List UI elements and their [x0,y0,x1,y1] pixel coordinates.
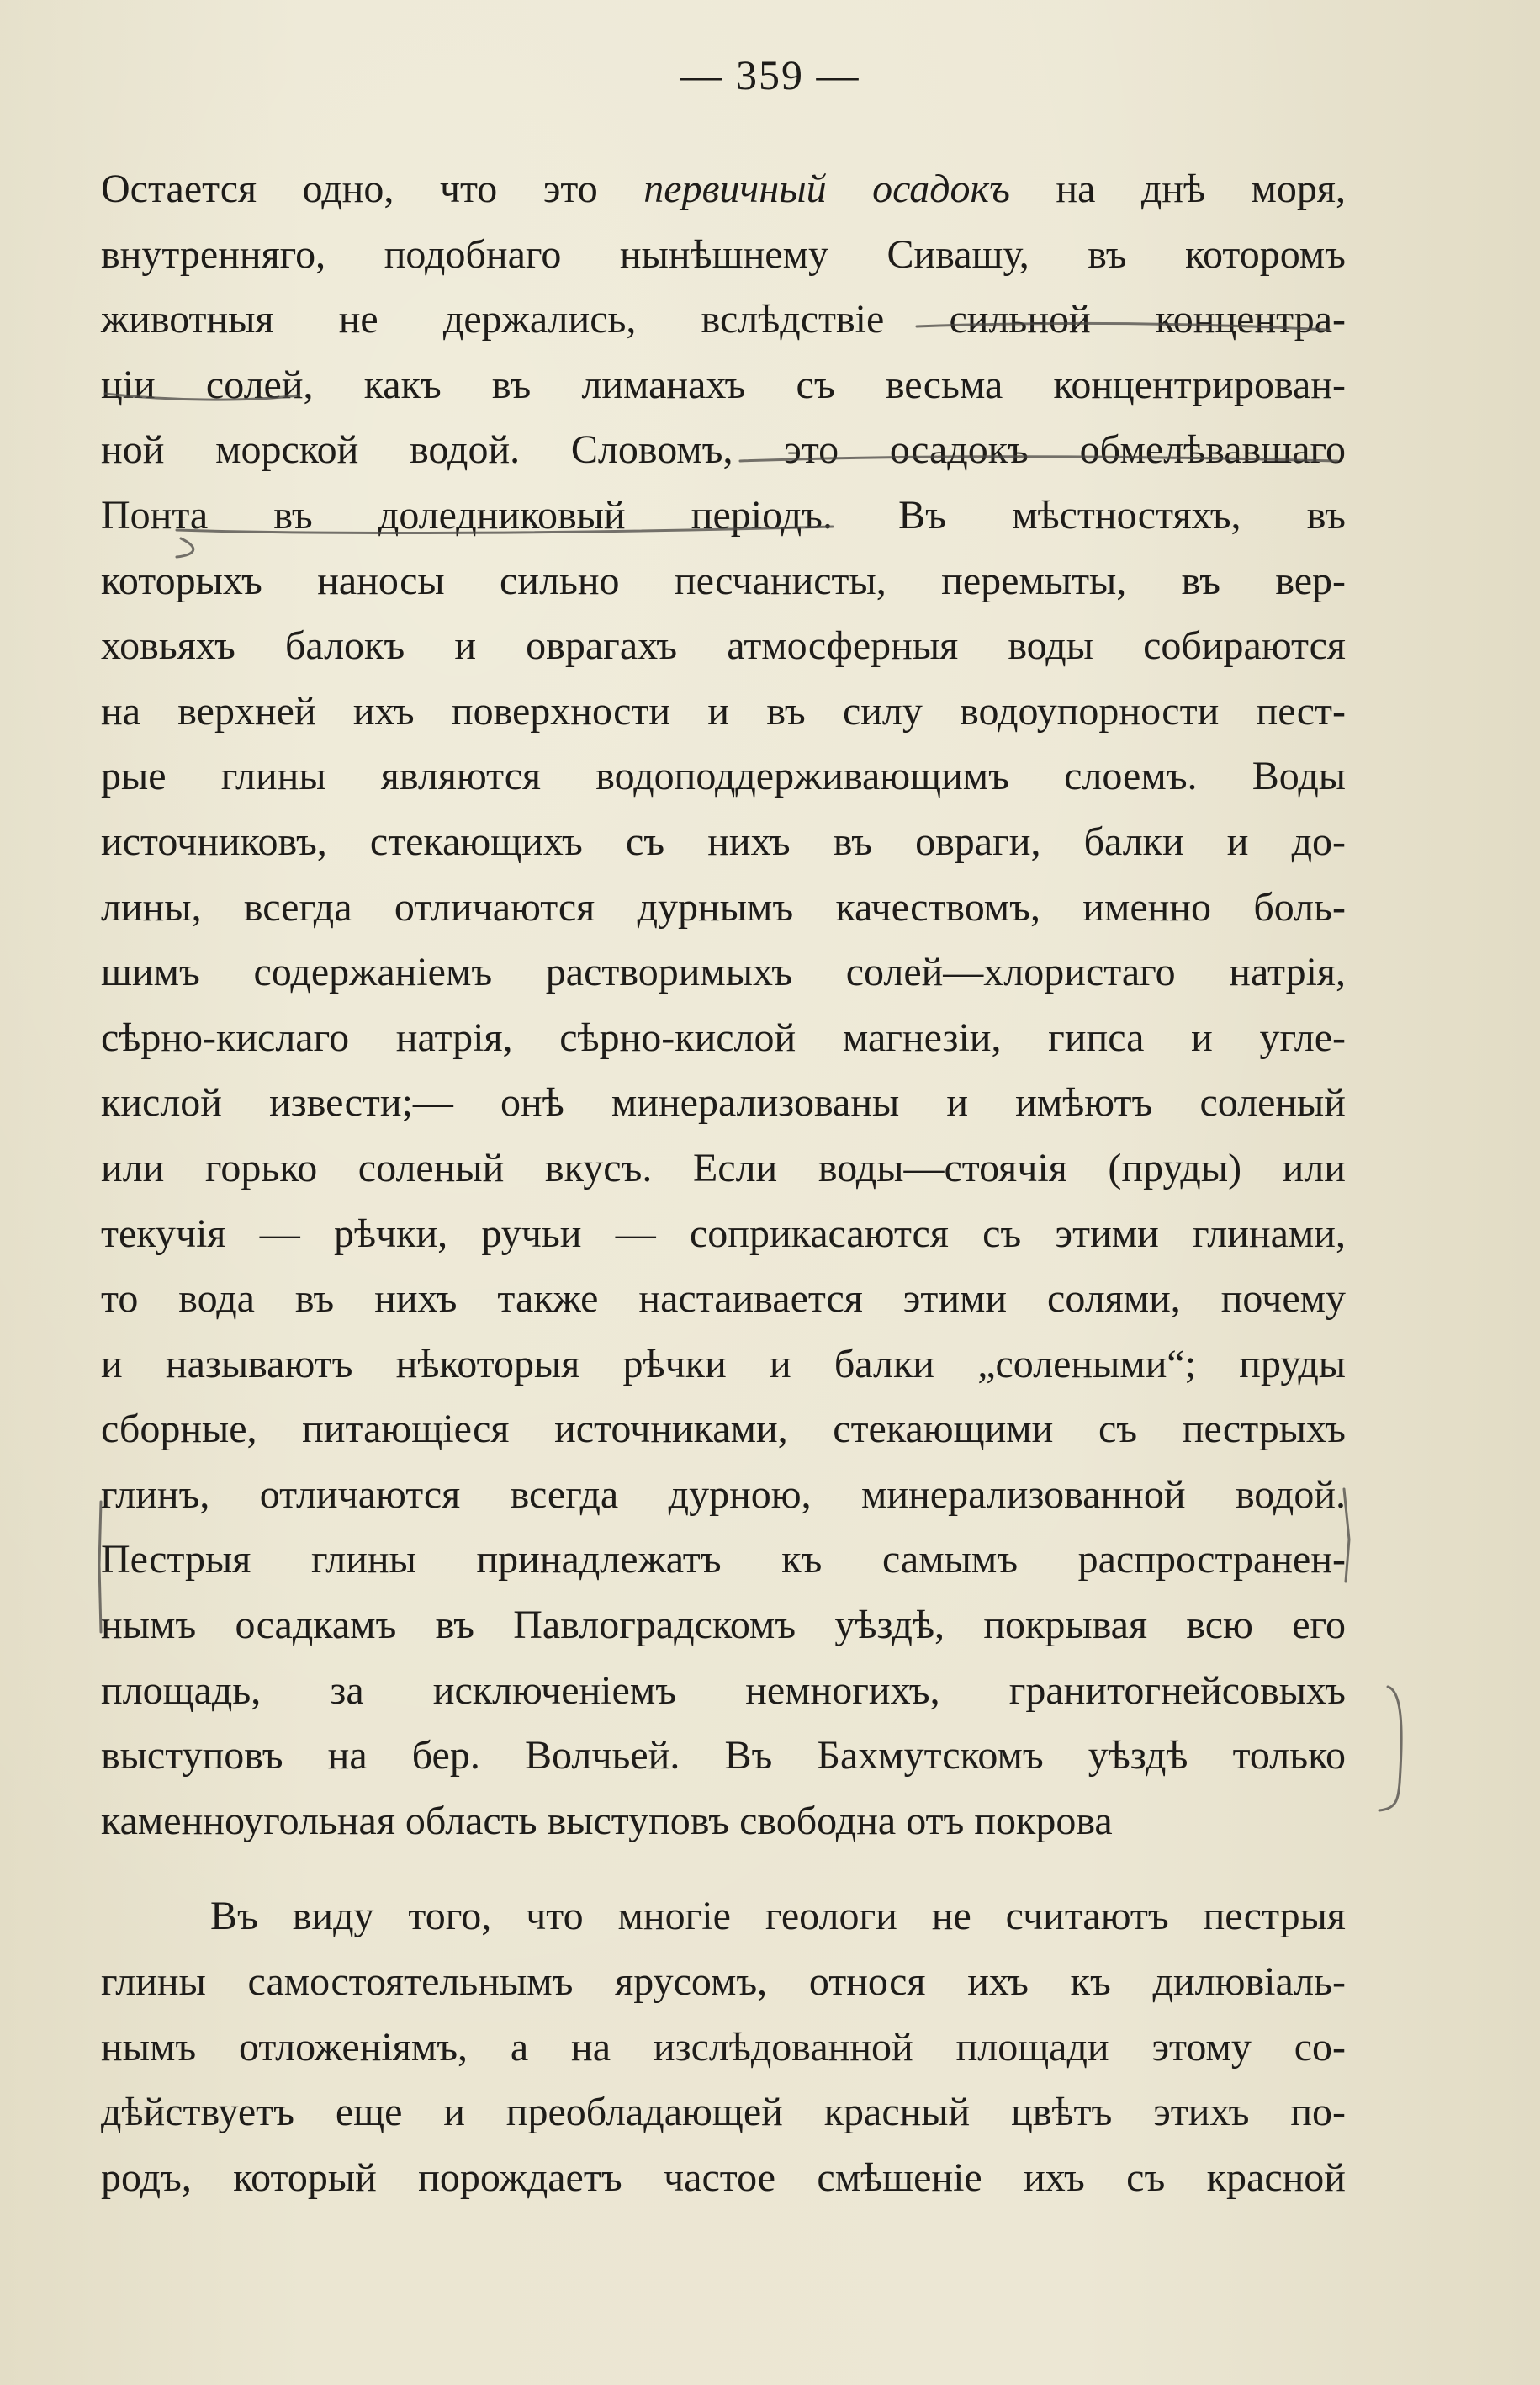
text-line: ховьяхъ балокъ и оврагахъ атмосферныя воды собираются [101,623,1346,669]
text-line: или горько соленый вкусъ. Если воды—стоячія (пруды) или [101,1145,1346,1190]
text-line: родъ, который порождаетъ частое смѣшеніе ихъ съ красной [101,2154,1346,2200]
italic-term: первичный осадокъ [643,167,1010,211]
page-number: — 359 — [680,51,860,98]
paragraph-gap [101,1853,1346,1884]
text-line: сборные, питающіеся источниками, стекающими съ пестрыхъ [101,1407,1346,1452]
text-line: нымъ отложеніямъ, а на изслѣдованной площади этому со- [101,2024,1346,2070]
text-line: шимъ содержаніемъ растворимыхъ солей—хлористаго натрія, [101,950,1346,995]
text-line: выступовъ на бер. Волчьей. Въ Бахмутскомъ уѣздѣ только [101,1733,1346,1778]
text-line: и называютъ нѣкоторыя рѣчки и балки „солеными“; пруды [101,1341,1346,1386]
text-line: источниковъ, стекающихъ съ нихъ въ овраги, балки и до- [101,819,1346,864]
text-run: на днѣ моря, [1056,167,1347,211]
text-line: нымъ осадкамъ въ Павлоградскомъ уѣздѣ, покрывая всю его [101,1603,1346,1648]
text-line: глины самостоятельнымъ ярусомъ, относя ихъ къ дилювіаль- [101,1959,1346,2005]
text-run: Остается одно, что это [101,167,598,211]
text-line: то вода въ нихъ также настаивается этими солями, почему [101,1276,1346,1322]
text-line: ціи солей, какъ въ лиманахъ съ весьма концентрирован- [101,362,1346,407]
text-line: дѣйствуетъ еще и преобладающей красный цвѣтъ этихъ по- [101,2090,1346,2135]
text-line [101,156,1346,222]
text-line: внутренняго, подобнаго нынѣшнему Сивашу, въ которомъ [101,231,1346,277]
text-line: текучія — рѣчки, ручьи — соприкасаются съ этими глинами, [101,1211,1346,1256]
text-line: лины, всегда отличаются дурнымъ качествомъ, именно боль- [101,884,1346,930]
text-line: рые глины являются водоподдерживающимъ слоемъ. Воды [101,754,1346,799]
text-line: площадь, за исключеніемъ немногихъ, гранитогнейсовыхъ [101,1667,1346,1713]
text-line: кислой извести;— онѣ минерализованы и имѣютъ соленый [101,1080,1346,1126]
text-line: Пестрыя глины принадлежатъ къ самымъ распространен- [101,1537,1346,1582]
text-line: на верхней ихъ поверхности и въ силу водоупорности пест- [101,688,1346,734]
text-line: Въ виду того, что многіе геологи не считаютъ пестрыя [210,1894,1346,1939]
text-line: ной морской водой. Словомъ, это осадокъ обмелѣвавшаго [101,427,1346,473]
text-line: сѣрно-кислаго натрія, сѣрно-кислой магнезіи, гипса и угле- [101,1015,1346,1060]
text-line: животныя не держались, вслѣдствіе сильной концентра- [101,297,1346,342]
text-line: глинъ, отличаются всегда дурною, минерализованной водой. [101,1471,1346,1517]
text-line: каменноугольная область выступовъ свободна отъ покрова [101,1798,1113,1843]
text-line: которыхъ наносы сильно песчанисты, перемыты, въ вер- [101,558,1346,603]
text-line: Понта въ доледниковый періодъ. Въ мѣстностяхъ, въ [101,492,1346,538]
bracket-mark [1379,1687,1401,1810]
body-text [101,156,1346,2210]
